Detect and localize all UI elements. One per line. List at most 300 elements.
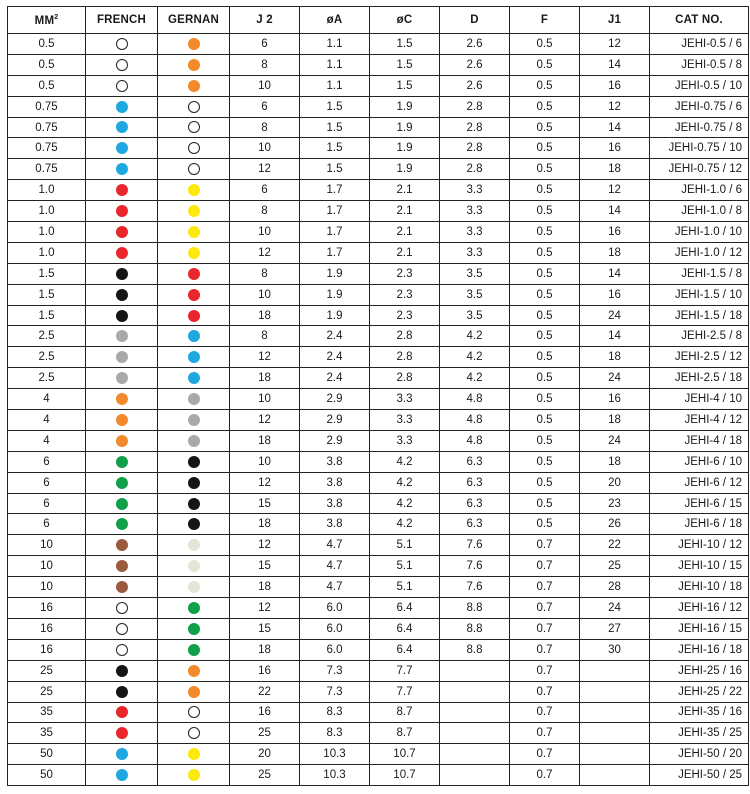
cell-cat-no: JEHI-4 / 18: [650, 430, 749, 451]
cell-j2: 15: [230, 556, 300, 577]
german-color-dot: [188, 518, 200, 530]
table-body: [8, 34, 749, 786]
cell-d: [440, 723, 510, 744]
table-row: [8, 389, 749, 410]
header-german: GERNAN: [158, 7, 230, 34]
cell-french: [86, 660, 158, 681]
cell-j1: [580, 702, 650, 723]
cell-j2: 16: [230, 660, 300, 681]
cell-diameter-c: 2.8: [370, 368, 440, 389]
cell-d: [440, 765, 510, 786]
header-row: [8, 7, 749, 34]
cell-diameter-a: 4.7: [300, 577, 370, 598]
cell-french: [86, 54, 158, 75]
cell-diameter-c: 3.3: [370, 389, 440, 410]
cell-f: 0.5: [510, 180, 580, 201]
cell-mm: 6: [8, 514, 86, 535]
cell-mm: 4: [8, 410, 86, 431]
cell-cat-no: JEHI-0.75 / 8: [650, 117, 749, 138]
header-diameter-a: øA: [300, 7, 370, 34]
cell-d: 3.3: [440, 180, 510, 201]
cell-f: 0.5: [510, 347, 580, 368]
cell-french: [86, 201, 158, 222]
cell-j1: 14: [580, 117, 650, 138]
german-color-dot: [188, 393, 200, 405]
cell-diameter-a: 2.4: [300, 326, 370, 347]
cell-diameter-a: 1.7: [300, 201, 370, 222]
cell-diameter-a: 4.7: [300, 535, 370, 556]
cell-german: [158, 326, 230, 347]
cell-german: [158, 263, 230, 284]
cell-d: 3.5: [440, 263, 510, 284]
french-color-dot: [116, 560, 128, 572]
cell-diameter-c: 6.4: [370, 639, 440, 660]
cell-german: [158, 75, 230, 96]
cell-german: [158, 222, 230, 243]
cell-cat-no: JEHI-1.5 / 10: [650, 284, 749, 305]
cell-diameter-c: 1.5: [370, 34, 440, 55]
cell-diameter-a: 1.7: [300, 242, 370, 263]
cell-german: [158, 347, 230, 368]
french-color-dot: [116, 706, 128, 718]
table-row: [8, 222, 749, 243]
cell-diameter-c: 6.4: [370, 598, 440, 619]
cell-f: 0.7: [510, 765, 580, 786]
cell-j2: 12: [230, 410, 300, 431]
french-color-dot: [116, 163, 128, 175]
cell-f: 0.5: [510, 410, 580, 431]
cell-j1: 14: [580, 54, 650, 75]
cell-french: [86, 138, 158, 159]
cell-mm: 50: [8, 765, 86, 786]
cell-french: [86, 75, 158, 96]
cell-german: [158, 577, 230, 598]
german-color-dot: [188, 330, 200, 342]
cell-j1: [580, 660, 650, 681]
cell-j2: 12: [230, 242, 300, 263]
cell-cat-no: JEHI-10 / 12: [650, 535, 749, 556]
cell-diameter-c: 4.2: [370, 451, 440, 472]
cell-diameter-a: 1.5: [300, 117, 370, 138]
cell-mm: 4: [8, 389, 86, 410]
cell-j2: 10: [230, 75, 300, 96]
cell-german: [158, 702, 230, 723]
header-mm-superscript: 2: [54, 13, 59, 21]
french-color-dot: [116, 518, 128, 530]
cell-diameter-a: 10.3: [300, 765, 370, 786]
cell-mm: 2.5: [8, 368, 86, 389]
cell-d: [440, 660, 510, 681]
cell-mm: 50: [8, 744, 86, 765]
cell-d: 6.3: [440, 451, 510, 472]
cell-german: [158, 514, 230, 535]
cell-f: 0.5: [510, 242, 580, 263]
cell-german: [158, 96, 230, 117]
cell-j1: 14: [580, 201, 650, 222]
cell-cat-no: JEHI-25 / 22: [650, 681, 749, 702]
header-d: D: [440, 7, 510, 34]
german-color-dot: [188, 289, 200, 301]
cell-french: [86, 702, 158, 723]
cell-cat-no: JEHI-0.75 / 12: [650, 159, 749, 180]
cell-j1: [580, 681, 650, 702]
table-row: [8, 242, 749, 263]
cell-j1: 14: [580, 263, 650, 284]
cell-f: 0.5: [510, 75, 580, 96]
cell-d: 2.8: [440, 138, 510, 159]
cell-f: 0.5: [510, 34, 580, 55]
cell-diameter-c: 2.3: [370, 305, 440, 326]
ferrule-spec-table: [7, 6, 749, 786]
cell-cat-no: JEHI-50 / 25: [650, 765, 749, 786]
cell-d: 3.5: [440, 305, 510, 326]
cell-j1: 27: [580, 618, 650, 639]
cell-d: [440, 681, 510, 702]
cell-j2: 8: [230, 201, 300, 222]
cell-j1: [580, 744, 650, 765]
cell-german: [158, 201, 230, 222]
cell-j1: [580, 723, 650, 744]
cell-f: 0.7: [510, 723, 580, 744]
cell-f: 0.7: [510, 535, 580, 556]
cell-d: [440, 702, 510, 723]
french-color-dot: [116, 59, 128, 71]
cell-diameter-a: 1.1: [300, 54, 370, 75]
cell-j2: 12: [230, 347, 300, 368]
cell-french: [86, 34, 158, 55]
table-row: [8, 54, 749, 75]
french-color-dot: [116, 602, 128, 614]
cell-french: [86, 96, 158, 117]
cell-german: [158, 180, 230, 201]
cell-diameter-a: 8.3: [300, 723, 370, 744]
cell-german: [158, 681, 230, 702]
french-color-dot: [116, 665, 128, 677]
cell-j1: 16: [580, 389, 650, 410]
cell-cat-no: JEHI-0.5 / 6: [650, 34, 749, 55]
french-color-dot: [116, 330, 128, 342]
table-row: [8, 180, 749, 201]
cell-j2: 10: [230, 389, 300, 410]
french-color-dot: [116, 80, 128, 92]
cell-french: [86, 430, 158, 451]
cell-cat-no: JEHI-6 / 10: [650, 451, 749, 472]
german-color-dot: [188, 80, 200, 92]
cell-j2: 18: [230, 368, 300, 389]
cell-diameter-c: 8.7: [370, 702, 440, 723]
cell-cat-no: JEHI-0.5 / 8: [650, 54, 749, 75]
cell-d: 6.3: [440, 493, 510, 514]
cell-diameter-c: 1.5: [370, 75, 440, 96]
cell-j1: 18: [580, 347, 650, 368]
table-row: [8, 556, 749, 577]
french-color-dot: [116, 769, 128, 781]
german-color-dot: [188, 38, 200, 50]
cell-german: [158, 34, 230, 55]
cell-diameter-a: 7.3: [300, 681, 370, 702]
cell-d: 3.3: [440, 222, 510, 243]
cell-mm: 16: [8, 618, 86, 639]
german-color-dot: [188, 163, 200, 175]
table-row: [8, 284, 749, 305]
cell-j1: 16: [580, 222, 650, 243]
header-mm-label: MM: [34, 14, 55, 27]
table-row: [8, 493, 749, 514]
cell-d: 4.8: [440, 430, 510, 451]
cell-j1: 12: [580, 180, 650, 201]
cell-german: [158, 242, 230, 263]
cell-french: [86, 451, 158, 472]
cell-j1: 16: [580, 284, 650, 305]
cell-cat-no: JEHI-6 / 18: [650, 514, 749, 535]
table-row: [8, 96, 749, 117]
german-color-dot: [188, 101, 200, 113]
german-color-dot: [188, 184, 200, 196]
cell-french: [86, 305, 158, 326]
cell-cat-no: JEHI-4 / 12: [650, 410, 749, 431]
german-color-dot: [188, 706, 200, 718]
german-color-dot: [188, 310, 200, 322]
cell-mm: 6: [8, 493, 86, 514]
cell-diameter-a: 2.4: [300, 347, 370, 368]
cell-diameter-c: 7.7: [370, 681, 440, 702]
cell-cat-no: JEHI-1.0 / 10: [650, 222, 749, 243]
cell-j1: 22: [580, 535, 650, 556]
french-color-dot: [116, 310, 128, 322]
table-row: [8, 514, 749, 535]
cell-f: 0.7: [510, 639, 580, 660]
cell-j2: 8: [230, 326, 300, 347]
cell-cat-no: JEHI-6 / 15: [650, 493, 749, 514]
cell-german: [158, 284, 230, 305]
cell-d: 4.2: [440, 347, 510, 368]
french-color-dot: [116, 644, 128, 656]
cell-mm: 1.0: [8, 222, 86, 243]
cell-french: [86, 472, 158, 493]
table-row: [8, 702, 749, 723]
cell-german: [158, 138, 230, 159]
french-color-dot: [116, 247, 128, 259]
cell-j2: 8: [230, 54, 300, 75]
cell-diameter-c: 2.3: [370, 284, 440, 305]
cell-d: 4.2: [440, 368, 510, 389]
french-color-dot: [116, 351, 128, 363]
cell-diameter-c: 5.1: [370, 556, 440, 577]
cell-cat-no: JEHI-16 / 18: [650, 639, 749, 660]
table-row: [8, 159, 749, 180]
cell-j2: 22: [230, 681, 300, 702]
cell-f: 0.5: [510, 222, 580, 243]
cell-j1: 12: [580, 96, 650, 117]
french-color-dot: [116, 38, 128, 50]
french-color-dot: [116, 268, 128, 280]
table-row: [8, 535, 749, 556]
cell-diameter-a: 1.7: [300, 180, 370, 201]
table-row: [8, 347, 749, 368]
cell-j1: 28: [580, 577, 650, 598]
cell-f: 0.5: [510, 326, 580, 347]
french-color-dot: [116, 393, 128, 405]
cell-cat-no: JEHI-2.5 / 12: [650, 347, 749, 368]
cell-d: 2.6: [440, 54, 510, 75]
french-color-dot: [116, 727, 128, 739]
cell-j2: 15: [230, 618, 300, 639]
german-color-dot: [188, 268, 200, 280]
cell-f: 0.5: [510, 138, 580, 159]
cell-diameter-c: 2.1: [370, 242, 440, 263]
cell-f: 0.5: [510, 368, 580, 389]
cell-mm: 0.75: [8, 138, 86, 159]
cell-diameter-a: 4.7: [300, 556, 370, 577]
cell-f: 0.7: [510, 556, 580, 577]
cell-j2: 16: [230, 702, 300, 723]
french-color-dot: [116, 539, 128, 551]
cell-f: 0.5: [510, 389, 580, 410]
cell-j1: 24: [580, 430, 650, 451]
ferrule-spec-sheet: [7, 6, 748, 786]
cell-j2: 18: [230, 514, 300, 535]
cell-j1: 14: [580, 326, 650, 347]
header-diameter-c: øC: [370, 7, 440, 34]
cell-f: 0.7: [510, 598, 580, 619]
french-color-dot: [116, 101, 128, 113]
table-row: [8, 138, 749, 159]
german-color-dot: [188, 59, 200, 71]
cell-j1: 12: [580, 34, 650, 55]
cell-f: 0.5: [510, 201, 580, 222]
cell-diameter-c: 2.1: [370, 222, 440, 243]
cell-d: 2.8: [440, 117, 510, 138]
cell-mm: 1.0: [8, 242, 86, 263]
cell-mm: 0.75: [8, 117, 86, 138]
cell-german: [158, 368, 230, 389]
french-color-dot: [116, 748, 128, 760]
cell-j1: [580, 765, 650, 786]
cell-french: [86, 535, 158, 556]
table-row: [8, 201, 749, 222]
table-row: [8, 451, 749, 472]
cell-diameter-a: 6.0: [300, 639, 370, 660]
german-color-dot: [188, 414, 200, 426]
cell-diameter-c: 7.7: [370, 660, 440, 681]
cell-j2: 8: [230, 117, 300, 138]
cell-d: 3.3: [440, 201, 510, 222]
cell-german: [158, 389, 230, 410]
cell-diameter-c: 4.2: [370, 493, 440, 514]
cell-mm: 6: [8, 451, 86, 472]
cell-mm: 1.5: [8, 284, 86, 305]
cell-cat-no: JEHI-1.0 / 8: [650, 201, 749, 222]
cell-d: 7.6: [440, 577, 510, 598]
cell-d: 2.6: [440, 34, 510, 55]
french-color-dot: [116, 205, 128, 217]
cell-f: 0.5: [510, 305, 580, 326]
cell-diameter-a: 10.3: [300, 744, 370, 765]
cell-j1: 24: [580, 305, 650, 326]
cell-french: [86, 514, 158, 535]
cell-mm: 10: [8, 556, 86, 577]
table-row: [8, 618, 749, 639]
german-color-dot: [188, 602, 200, 614]
cell-diameter-c: 1.9: [370, 159, 440, 180]
cell-diameter-a: 1.7: [300, 222, 370, 243]
table-row: [8, 681, 749, 702]
cell-german: [158, 305, 230, 326]
cell-diameter-a: 1.9: [300, 305, 370, 326]
cell-diameter-c: 3.3: [370, 430, 440, 451]
table-row: [8, 263, 749, 284]
cell-mm: 35: [8, 723, 86, 744]
cell-diameter-c: 2.1: [370, 180, 440, 201]
cell-diameter-c: 4.2: [370, 514, 440, 535]
cell-diameter-a: 1.9: [300, 263, 370, 284]
cell-diameter-c: 2.8: [370, 347, 440, 368]
cell-french: [86, 242, 158, 263]
cell-d: 2.8: [440, 159, 510, 180]
french-color-dot: [116, 623, 128, 635]
cell-j2: 10: [230, 138, 300, 159]
header-cat-no: CAT NO.: [650, 7, 749, 34]
cell-j2: 15: [230, 493, 300, 514]
german-color-dot: [188, 498, 200, 510]
german-color-dot: [188, 581, 200, 593]
cell-j2: 18: [230, 577, 300, 598]
cell-j2: 6: [230, 180, 300, 201]
cell-j1: 24: [580, 598, 650, 619]
table-row: [8, 598, 749, 619]
german-color-dot: [188, 142, 200, 154]
cell-mm: 0.75: [8, 96, 86, 117]
cell-french: [86, 577, 158, 598]
cell-cat-no: JEHI-0.75 / 6: [650, 96, 749, 117]
cell-d: [440, 744, 510, 765]
cell-french: [86, 598, 158, 619]
cell-diameter-c: 10.7: [370, 744, 440, 765]
cell-diameter-a: 1.1: [300, 34, 370, 55]
cell-f: 0.7: [510, 681, 580, 702]
table-row: [8, 430, 749, 451]
table-row: [8, 577, 749, 598]
cell-german: [158, 159, 230, 180]
cell-j2: 12: [230, 535, 300, 556]
cell-french: [86, 556, 158, 577]
cell-german: [158, 723, 230, 744]
german-color-dot: [188, 121, 200, 133]
cell-cat-no: JEHI-35 / 16: [650, 702, 749, 723]
french-color-dot: [116, 456, 128, 468]
cell-j1: 16: [580, 138, 650, 159]
cell-j2: 12: [230, 472, 300, 493]
cell-cat-no: JEHI-10 / 18: [650, 577, 749, 598]
cell-f: 0.5: [510, 430, 580, 451]
cell-f: 0.5: [510, 96, 580, 117]
german-color-dot: [188, 769, 200, 781]
cell-f: 0.5: [510, 284, 580, 305]
cell-d: 3.3: [440, 242, 510, 263]
german-color-dot: [188, 665, 200, 677]
cell-mm: 16: [8, 598, 86, 619]
german-color-dot: [188, 686, 200, 698]
cell-cat-no: JEHI-2.5 / 8: [650, 326, 749, 347]
cell-german: [158, 54, 230, 75]
cell-german: [158, 765, 230, 786]
cell-mm: 10: [8, 535, 86, 556]
cell-f: 0.5: [510, 472, 580, 493]
cell-german: [158, 639, 230, 660]
cell-french: [86, 723, 158, 744]
cell-french: [86, 159, 158, 180]
table-row: [8, 34, 749, 55]
